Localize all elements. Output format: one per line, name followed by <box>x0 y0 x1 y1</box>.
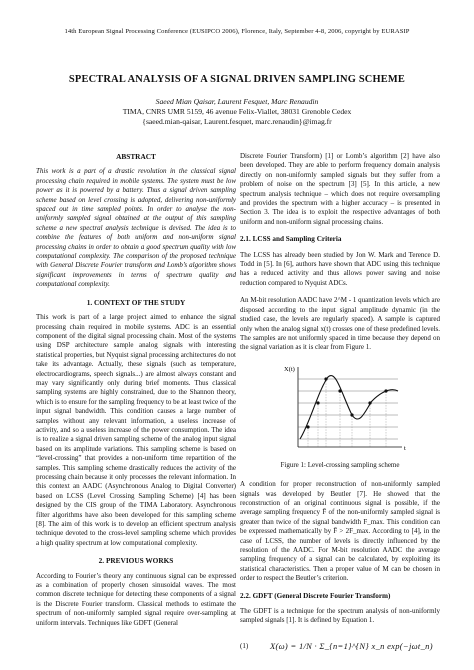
affiliation: TIMA, CNRS UMR 5159, 46 avenue Felix-Viallet, 38031 Grenoble Cedex <box>122 107 352 116</box>
conference-header: 14th European Signal Processing Conference (EUSIPCO 2006), Florence, Italy, September 4-8, 2006, copyright by EURASIP <box>64 28 410 35</box>
section-1-heading: 1. CONTEXT OF THE STUDY <box>86 297 186 307</box>
subsection-2-2-heading: 2.2. GDFT (General Discrete Fourier Transform) <box>240 591 391 600</box>
paper-title: SPECTRAL ANALYSIS OF A SIGNAL DRIVEN SAMPLING SCHEME <box>68 74 406 85</box>
section-2-text: According to Fourier’s theory any continuous signal can be expressed as a combination of properly chosen sinusoidal waves. The most common discrete technique for detecting these components of a signal is the Discrete Fourier transform. Classical methods to estimate the spectrum of non-uniformly sampled signal require over-sampling at uniform intervals. Techniques like GDFT (General <box>36 571 236 627</box>
right-paragraph-5: The GDFT is a technique for the spectrum analysis of non-uniformly sampled signals [1]. It is defined by Equation 1. <box>240 607 440 625</box>
right-paragraph-1: Discrete Fourier Transform) [1] or Lomb’s algorithm [2] have also been developed. They are able to perform frequency domain analysis directly on non-uniformly sampled signals but they suffer from a problem of noise on the spectrum [3] [5]. In this article, a new spectrum analysis technique – which does not require oversampling and provides the spectrum with a higher accuracy – is presented in Section 3. The idea is to exploit the respective advantages of both uniform and non-uniform signal processing chains. <box>240 152 440 226</box>
equation-number: (1) <box>240 642 249 651</box>
abstract-heading: ABSTRACT <box>116 152 156 161</box>
right-column <box>240 152 440 660</box>
right-paragraph-2: The LCSS has already been studied by Jon W. Mark and Terence D. Todd in [5]. In [6], authors have shown that ADC using this technique has a reduced activity and thus allows power saving and noise reduction compared to Nyquist ADCs. <box>240 250 440 287</box>
level-crossing-plot <box>240 361 440 457</box>
y-axis-label: X(t) <box>284 365 295 373</box>
abstract-text: This work is a part of a drastic revolution in the classical signal processing chain required in mobile systems. The system must be low power as it is powered by a battery. Thus a signal driven sampling scheme based on level crossing is adopted, delivering non-uniformly spaced out in time sampled points. In order to analyse the non-uniformly sampled signal obtained at the output of this sampling scheme a new spectral analysis technique is devised. The idea is to combine the features of both uniform and non-uniform signal processing chains in order to obtain a good spectrum quality with low computational complexity. The comparison of the proposed technique with General Discrete Fourier transform and Lomb’s algorithm shows significant improvements in terms of spectrum quality and computational complexity. <box>36 167 236 289</box>
equation-body: X(ω) = 1/N · Σ_{n=1}^{N} x_n exp(−jωt_n) <box>270 641 433 652</box>
signal-curve <box>300 375 398 438</box>
section-1-text: This work is part of a large project aimed to enhance the signal processing chain required in mobile systems. ADC is an essential component of the digital signal processing chain. Most of the systems using DSP architecture sample analog signals with interesting statistical properties, but Nyquist signal processing architectures do not take its advantage. Actually, these signals (such as temperature, electrocardiograms, speech signals...) are almost always constant and may vary significantly only during brief moments. Thus classical sampling systems are highly constrained, due to the Shannon theory, which is to ensure for the sampling frequency to be at least twice of the input signal bandwidth. This condition causes a large number of samples without any relevant information, a useless increase of activity, and so a useless increase of the power consumption. The idea is to realize a signal driven sampling scheme of the analog input signal based on its amplitude variations. This sampling scheme is based on “level-crossing” that provides a non-uniform time repartition of the samples. This sampling scheme drastically reduces the activity of the processing chain because it only processes the relevant information. In this context an AADC (Asynchronous Analog to Digital Converter) based on LCSS (Level Crossing Sampling Scheme) [4] has been designed by the CIS group of the TIMA Laboratory. Asynchronous filter algorithms have also been developed for this sampling scheme [8]. The aim of this work is to develop an efficient spectrum analysis technique devoted to the cross-level sampling scheme which provides a high quality spectrum at low computational complexity. <box>36 313 236 547</box>
sampling-instants <box>308 379 386 447</box>
right-paragraph-3: An M-bit resolution AADC have 2^M - 1 quantization levels which are disposed according to the input signal amplitude dynamic (in the studied case, the levels are regularly spaced). A sample is captured only when the analog signal x(t) crosses one of these predefined levels. The samples are not uniformly spaced in time because they depend on the signal variation as it is clear from Figure 1. <box>240 296 440 352</box>
email-list: {saeed.mian-qaisar, Laurent.fesquet, marc.renaudin}@imag.fr <box>142 117 332 126</box>
subsection-2-1-heading: 2.1. LCSS and Sampling Criteria <box>240 235 342 244</box>
figure-1 <box>240 361 440 457</box>
right-paragraph-4: A condition for proper reconstruction of non-uniformly sampled signals was developed by Beutler [7]. He showed that the reconstruction of an original continuous signal is possible, if the average sampling frequency F̄ of the non-uniformly sampled signal is greater than twice of the signal bandwidth F_max. This condition can be expressed mathematically by F̄ > 2F_max. According to [4], in the case of LCSS, the number of levels is directly influenced by the resolution of the AADC. For M-bit resolution AADC the average sampling frequency of a signal can be calculated, by exploiting its statistical characteristics. Then a proper value of M can be chosen in order to respect the Beutler’s criterion. <box>240 480 440 583</box>
x-axis-label: t <box>404 444 406 452</box>
equation-1 <box>240 634 440 660</box>
figure-1-caption: Figure 1: Level-crossing sampling scheme <box>280 460 400 469</box>
left-column <box>36 152 236 636</box>
section-2-heading: 2. PREVIOUS WORKS <box>98 556 174 566</box>
author-list: Saeed Mian Qaisar, Laurent Fesquet, Marc Renaudin <box>155 97 319 106</box>
